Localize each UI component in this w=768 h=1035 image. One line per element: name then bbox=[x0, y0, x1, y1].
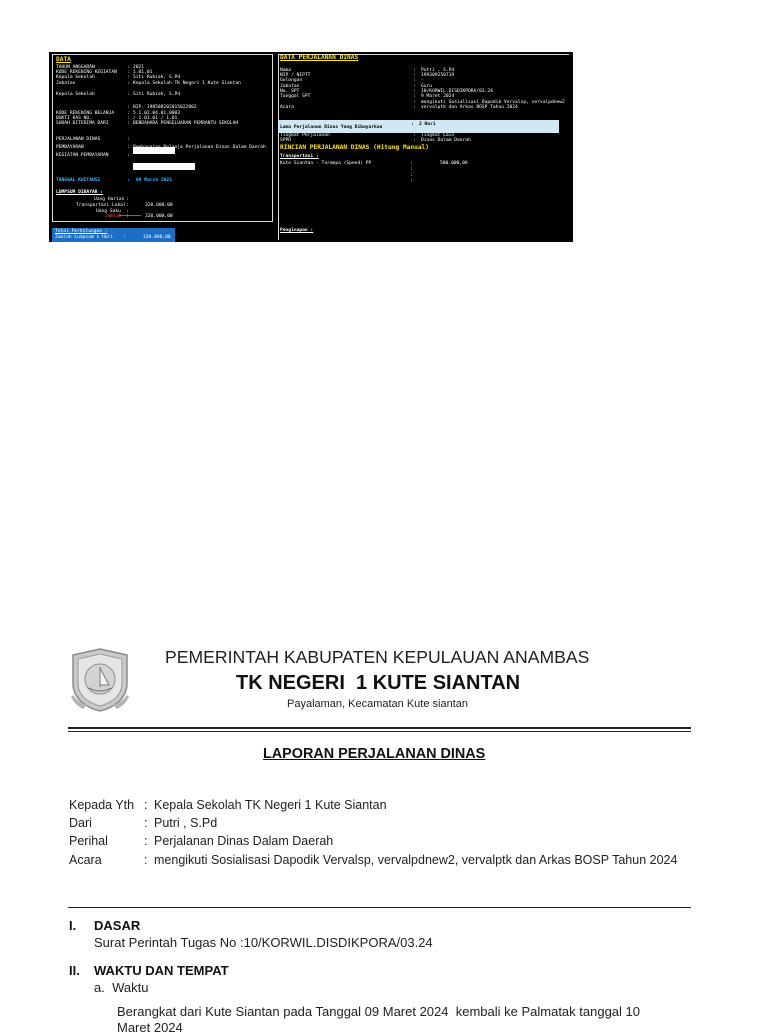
report-title: LAPORAN PERJALANAN DINAS bbox=[263, 746, 486, 762]
section-waktu-sub: a. Waktu bbox=[94, 980, 149, 995]
data-title: DATA bbox=[56, 56, 71, 63]
regency-emblem-icon bbox=[69, 647, 131, 713]
penginapan-title: Penginapan : bbox=[280, 228, 314, 233]
rincian-title: RINCIAN PERJALANAN DINAS (Hitung Manual) bbox=[280, 144, 430, 151]
sum-line bbox=[119, 215, 141, 216]
school-name: TK NEGERI 1 KUTE SIANTAN bbox=[236, 672, 521, 694]
lama-label: Lama Perjalanan Dinas Yang Dibayarkan bbox=[280, 125, 383, 130]
total-box: Total Perhitungan : Jumlah Lumpsum x Hari : 320.000,00 bbox=[52, 228, 175, 242]
section-waktu-body-2: Maret 2024 bbox=[117, 1020, 183, 1035]
lama-band: Lama Perjalanan Dinas Yang Dibayarkan : 2 Hari bbox=[278, 120, 559, 133]
letterhead-divider-thin bbox=[68, 731, 691, 732]
lama-value: 2 Hari bbox=[419, 122, 436, 127]
spreadsheet-image: DATA TANGGAL KWITANSI : 09 March 2021 LUMPSUM DIBAYAR : Uang Harian : Transportasi Lokal : 320.000,00 Uang Saku : Jumlah : 320.000,00 Total Perhitungan : Jumlah Lumpsum x Hari : 320.000,00 DATA PERJALANAN DINAS Lama Perjalanan Dinas Yang Dibayarkan : 2 Hari Tingkat Perjalanan : Tingkat Lain SPPD : Dinas Dalam Daerah RINCIAN PERJALANAN DINAS (Hitung Manual) Transportasi : Kute Siantan - Tarempa (Speed) PP : 500.000,00 : : : Penginapan : TAHUN ANGGARAN : 2021 KODE REKENING KEGIATAN : 1.01.01 Kepala Sekolah : Siti Rubiah, S.Pd Jabatan : Kepala Sekolah TK Negeri 1 Kute Siantan Kepala Sekolah : Siti Rubiah, S.Pd : NIP. 198508202015022002 KODE REKENING BELANJA : 5.1.02.04.01.0003 BUKTI KAS NO. : / 1.01.01 / 1.01 SUDAH DITERIMA DARI : BENDAHARA PENGELUARAN PEMBANTU SEKOLAH PERJALANAN DINAS : PEMBAYARAN : Pembayaran Belanja Perjalanan Dinas Dalam Daerah KEGIATAN PEMBAYARAN : Nama : Putri , S.Pd NIP / NIPTT : 199309250719 Golongan : - Jabatan : Guru No. SPT : 10/KORWIL.DISDIKPORA/03.24 Tanggal SPT : 9 Maret 2024 : mengikuti Sosialisasi Dapodik Vervalsp, vervalpdnew2 Acara : vervalptk dan Arkas BOSP Tahun 2024 bbox=[49, 52, 573, 242]
travel-data-title: DATA PERJALANAN DINAS bbox=[280, 54, 359, 61]
section-divider bbox=[68, 907, 691, 908]
letterhead-divider bbox=[68, 727, 691, 729]
section-dasar-body: Surat Perintah Tugas No :10/KORWIL.DISDIKPORA/03.24 bbox=[94, 935, 433, 950]
school-address: Payalaman, Kecamatan Kute siantan bbox=[287, 698, 469, 710]
government-name: PEMERINTAH KABUPATEN KEPULAUAN ANAMBAS bbox=[165, 647, 590, 667]
empty-cell bbox=[133, 163, 195, 170]
section-waktu-body: Berangkat dari Kute Siantan pada Tanggal 09 Maret 2024 kembali ke Palmatak tanggal 10 bbox=[117, 1004, 640, 1019]
transport-title: Transportasi : bbox=[280, 154, 319, 159]
total-title: Total Perhitungan : bbox=[55, 229, 108, 234]
lumpsum-title: LUMPSUM DIBAYAR : bbox=[56, 190, 104, 195]
